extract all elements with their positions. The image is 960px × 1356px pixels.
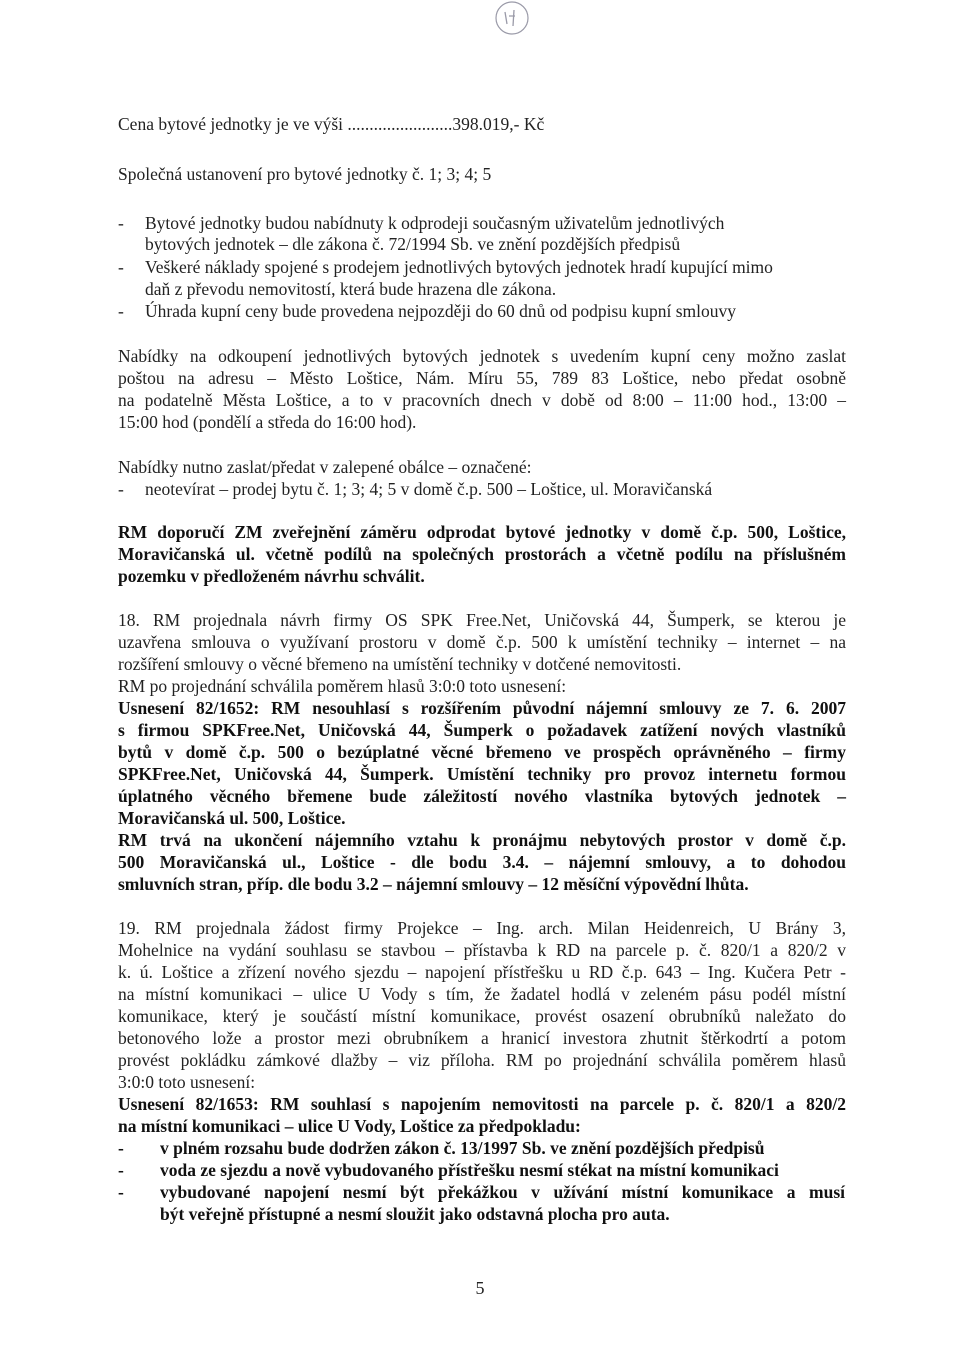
resolution-1653-line2: na místní komunikaci – ulice U Vody, Loštice za předpokladu: <box>118 1116 581 1136</box>
handwritten-page-mark <box>487 0 537 40</box>
item19-line4: na místní komunikaci – ulice U Vody s tím, že žadatel hodlá v zeleném pásu podél místní <box>118 984 846 1004</box>
bullet-dash: - <box>118 301 124 321</box>
bullet-dash: - <box>118 257 124 277</box>
bullet-dash: - <box>118 213 124 233</box>
envelope-line1: Nabídky nutno zaslat/předat v zalepené obálce – označené: <box>118 457 532 477</box>
offers-line4: 15:00 hod (pondělí a středa do 16:00 hod). <box>118 412 417 432</box>
page-number: 5 <box>475 1278 485 1298</box>
bullet-dash: - <box>118 479 124 499</box>
resolution-1652-line6: Moravičanská ul. 500, Loštice. <box>118 808 346 828</box>
common-item1-line1: Bytové jednotky budou nabídnuty k odprodeji současným uživatelům jednotlivých <box>145 213 725 233</box>
item18-line2: uzavřena smlouva o využívaní prostoru v domě č.p. 500 k umístění techniky – internet – na <box>118 632 846 652</box>
rm-lease-line2: 500 Moravičanská ul., Loštice - dle bodu 3.4. – nájemní smlouvy, a to dohodou <box>118 852 846 872</box>
common-item1-line2: bytových jednotek – dle zákona č. 72/1994 Sb. ve znění pozdějších předpisů <box>145 234 681 254</box>
offers-line3: na podatelně Města Loštice, a to v pracovních dnech v době od 8:00 – 11:00 hod., 13:00 – <box>118 390 846 410</box>
offers-line1: Nabídky na odkoupení jednotlivých bytových jednotek s uvedením kupní ceny možno zaslat <box>118 346 846 366</box>
bullet-dash: - <box>118 1160 124 1180</box>
envelope-line2: neotevírat – prodej bytu č. 1; 3; 4; 5 v domě č.p. 500 – Loštice, ul. Moravičanská <box>145 479 713 499</box>
price-line <box>118 113 846 135</box>
item18-line4: RM po projednání schválila poměrem hlasů 3:0:0 toto usnesení: <box>118 676 567 696</box>
condition-2: voda ze sjezdu a nově vybudovaného přístřešku nesmí stékat na místní komunikaci <box>160 1160 779 1180</box>
resolution-1652-line1: Usnesení 82/1652: RM nesouhlasí s rozšířením původní nájemní smlouvy ze 7. 6. 2007 <box>118 698 846 718</box>
rm-recommend-line2: Moravičanská ul. včetně podílů na společných prostorách a včetně podílu na příslušném <box>118 544 846 564</box>
resolution-1652-line3: bytů v domě č.p. 500 o bezúplatné věcné břemeno ve prospěch oprávněného – firmy <box>118 742 846 762</box>
price-value: 398.019,- Kč <box>452 114 545 134</box>
condition-3-line2: být veřejně přístupné a nesmí sloužit jako odstavná plocha pro auta. <box>160 1204 670 1224</box>
common-item2-line2: daň z převodu nemovitostí, která bude hrazena dle zákona. <box>145 279 557 299</box>
condition-1: v plném rozsahu bude dodržen zákon č. 13/1997 Sb. ve znění pozdějších předpisů <box>160 1138 765 1158</box>
price-label: Cena bytové jednotky je ve výši <box>118 114 344 134</box>
offers-line2: poštou na adresu – Město Loštice, Nám. Míru 55, 789 83 Loštice, nebo předat osobně <box>118 368 846 388</box>
item19-line5: komunikace, který je součástí místní komunikace, provést osazení obrubníků naležato do <box>118 1006 846 1026</box>
rm-recommend-line3: pozemku v předloženém návrhu schválit. <box>118 566 425 586</box>
price-dots: ........................ <box>347 114 453 134</box>
rm-lease-line3: smluvních stran, příp. dle bodu 3.2 – nájemní smlouvy – 12 měsíční výpovědní lhůta. <box>118 874 749 894</box>
item19-line3: k. ú. Loštice a zřízení nového sjezdu – napojení přístřešku u RD č.p. 643 – Ing. Kučera Petr - <box>118 962 846 982</box>
resolution-1652-line4: SPKFree.Net, Uničovská 44, Šumperk. Umístění techniky pro provoz internetu formou <box>118 764 846 784</box>
resolution-1652-line2: s firmou SPKFree.Net, Uničovská 44, Šumperk o požadavek zatížení nových vlastníků <box>118 720 846 740</box>
item19-line2: Mohelnice na vydání souhlasu se stavbou – přístavba k RD na parcele p. č. 820/1 a 820/2 v <box>118 940 846 960</box>
resolution-1652-line5: úplatného věcného břemene bude záležitostí nového vlastníka bytových jednotek – <box>118 786 846 806</box>
condition-3-line1: vybudované napojení nesmí být překážkou v užívání místní komunikace a musí <box>160 1182 845 1202</box>
item19-line7: provést pokládku zámkové dlažby – viz příloha. RM po projednání schválila poměrem hlasů <box>118 1050 846 1070</box>
item18-line1: 18. RM projednala návrh firmy OS SPK Free.Net, Uničovská 44, Šumperk, se kterou je <box>118 610 846 630</box>
item19-line8: 3:0:0 toto usnesení: <box>118 1072 256 1092</box>
common-item2-line1: Veškeré náklady spojené s prodejem jednotlivých bytových jednotek hradí kupující mimo <box>145 257 773 277</box>
common-item3: Úhrada kupní ceny bude provedena nejpozději do 60 dnů od podpisu kupní smlouvy <box>145 301 737 321</box>
rm-lease-line1: RM trvá na ukončení nájemního vztahu k pronájmu nebytových prostor v domě č.p. <box>118 830 846 850</box>
item19-line1: 19. RM projednala žádost firmy Projekce – Ing. arch. Milan Heidenreich, U Brány 3, <box>118 918 846 938</box>
item18-line3: rozšíření smlouvy o věcné břemeno na umístění techniky v dotčené nemovitosti. <box>118 654 682 674</box>
item19-line6: betonového lože a prostor mezi obrubníkem a hranicí investora zhutnit štěrkodrtí a potom <box>118 1028 846 1048</box>
bullet-dash: - <box>118 1138 124 1158</box>
bullet-dash: - <box>118 1182 124 1202</box>
resolution-1653-line1: Usnesení 82/1653: RM souhlasí s napojením nemovitosti na parcele p. č. 820/1 a 820/2 <box>118 1094 846 1114</box>
rm-recommend-line1: RM doporučí ZM zveřejnění záměru odprodat bytové jednotky v domě č.p. 500, Loštice, <box>118 522 846 542</box>
common-heading: Společná ustanovení pro bytové jednotky č. 1; 3; 4; 5 <box>118 164 492 184</box>
